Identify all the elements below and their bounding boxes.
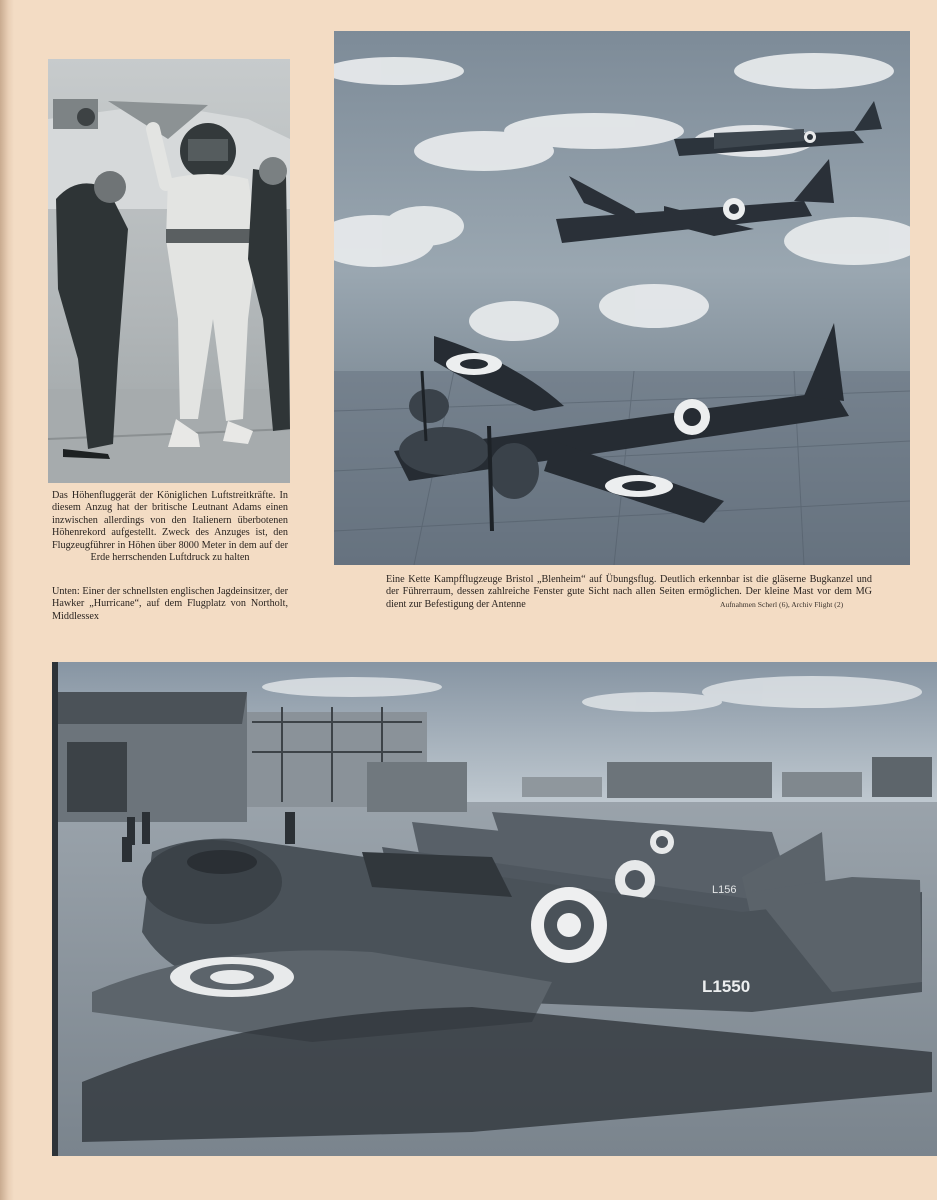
- photo-credit: Aufnahmen Scherl (6), Archiv Flight (2): [720, 600, 844, 609]
- pressure-suit-caption: Das Höhenfluggerät der Königlichen Luftstreitkräfte. In diesem Anzug hat der britische Leutnant Adams einen inzwischen allerdings von den Italienern überbotenen Höhenrekord aufgestellt. Zweck des Anzuges ist, den Flugzeugführer in Höhen über 8000 Meter in dem auf der Erde herrschenden Luftdruck zu halten: [52, 490, 288, 564]
- hurricane-serial-front: L1550: [702, 977, 751, 996]
- page-binding-edge: [0, 0, 14, 1200]
- hurricane-serial-back: L156: [712, 884, 737, 896]
- hurricane-caption: Unten: Einer der schnellsten englischen Jagdeinsitzer, der Hawker „Hurricane“, auf dem Flugplatz von Northolt, Middlessex: [52, 586, 288, 622]
- pressure-suit-photo: [48, 59, 290, 483]
- hurricane-photo: [52, 662, 937, 1156]
- blenheim-caption: Eine Kette Kampfflugzeuge Bristol „Blenheim“ auf Übungsflug. Deutlich erkennbar ist die gläserne Bugkanzel und der Führerraum, dessen zahlreiche Fenster gute Sicht nach allen Seiten ermöglichen. Der kleine Mast vor dem MG dient zur Befestigung der Antenne: [386, 574, 872, 610]
- blenheim-photo: [334, 31, 910, 565]
